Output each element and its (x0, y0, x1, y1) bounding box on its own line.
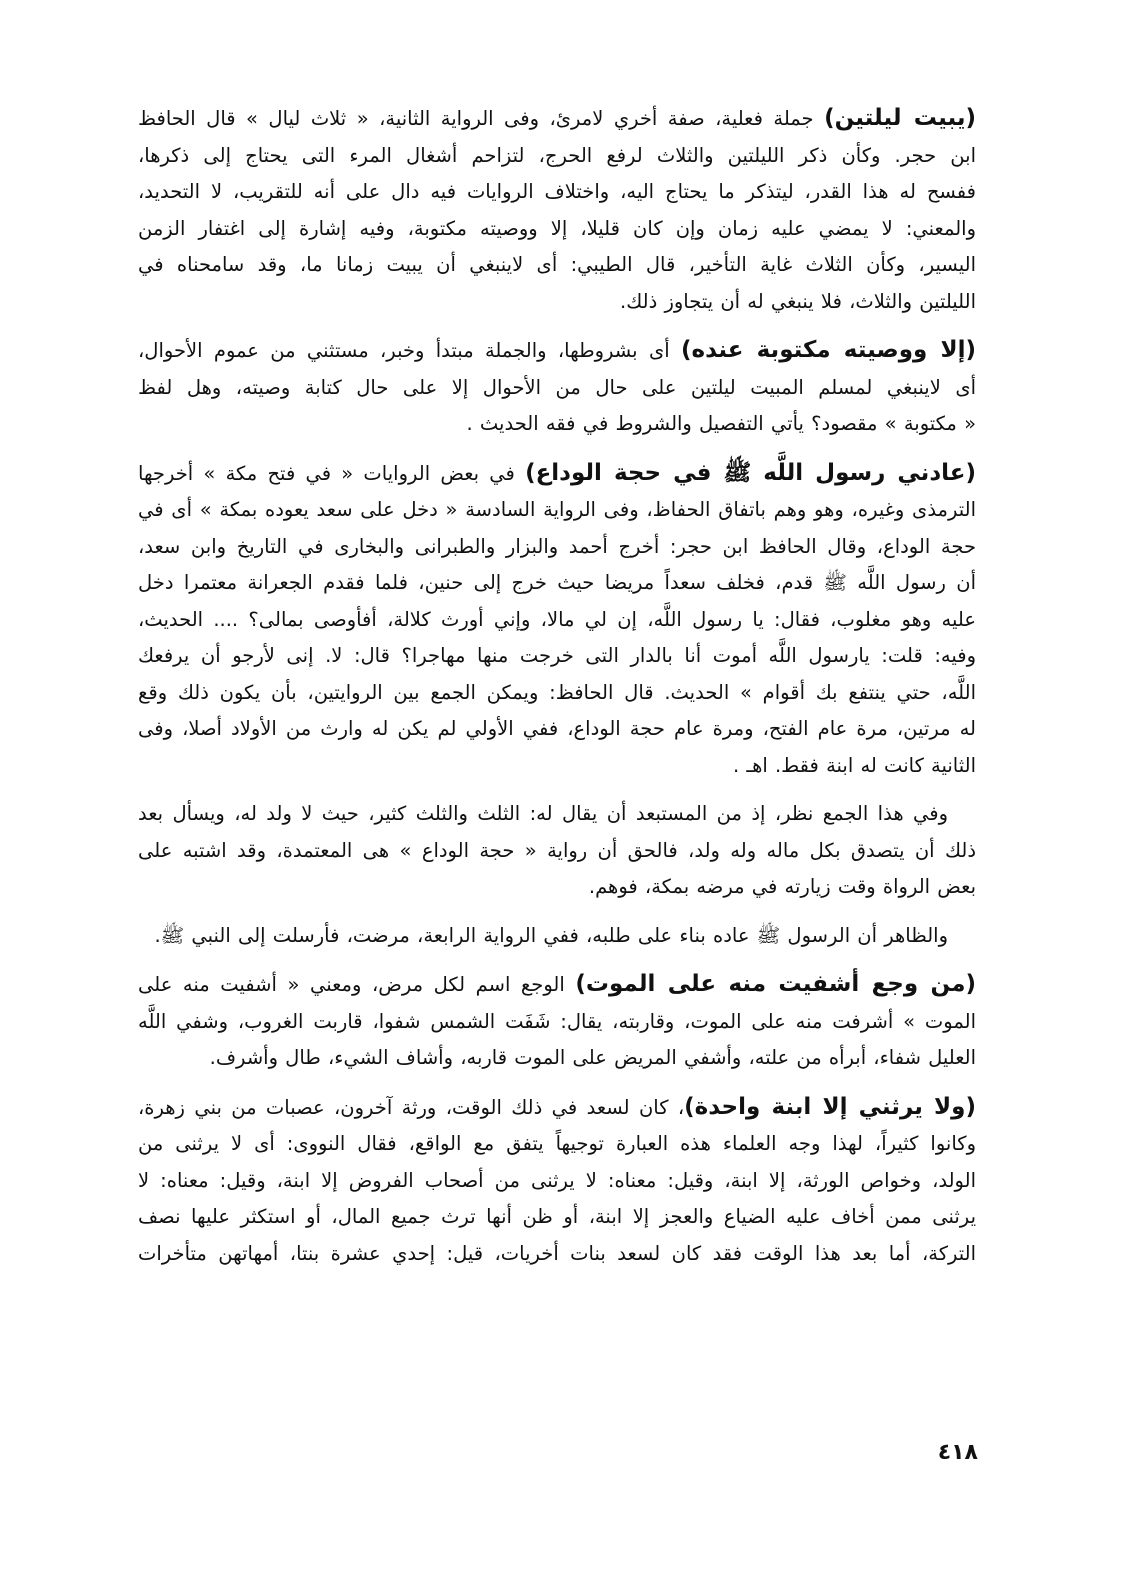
text-line: الترمذى وغيره، وهو وهم باتفاق الحفاظ، وفى الرواية السادسة « دخل على سعد يعوده بمكة » أى في (138, 498, 976, 521)
lemma-heading: (إلا ووصيته مكتوبة عنده) (680, 337, 976, 363)
text-line: والظاهر أن الرسول ﷺ عاده بناء على طلبه، ففي الرواية الرابعة، مرضت، فأرسلت إلى النبي ﷺ. (154, 923, 948, 947)
text-line: « مكتوبة » مقصود؟ يأتي التفصيل والشروط في فقه الحديث . (466, 412, 976, 435)
paragraph-adani-rasul-allah (138, 455, 976, 785)
text-line: ففسح له هذا القدر، ليتذكر ما يحتاج اليه، واختلاف الروايات فيه دال على أنه للتقريب، لا التحديد، (138, 180, 976, 203)
document-page (138, 100, 976, 1272)
paragraph-wa-fi-hadha-al-jam (138, 796, 976, 906)
text-line: الليلتين والثلاث، فلا ينبغي له أن يتجاوز ذلك. (620, 289, 976, 313)
text-line: حجة الوداع، وقال الحافظ ابن حجر: أخرج أحمد والبزار والطبرانى والبخارى في التاريخ وابن سعد، (138, 534, 976, 558)
text-line: وفي هذا الجمع نظر، إذ من المستبعد أن يقال له: الثلث والثلث كثير، حيث لا ولد له، ويسأل بعد (138, 802, 948, 825)
text-line: ابن حجر. وكأن ذكر الليلتين والثلاث لرفع الحرج، لتزاحم أشغال المرء التى يحتاج إلى ذكرها، (138, 143, 976, 167)
text-line: وفيه: قلت: يارسول اللَّه أموت أنا بالدار التى خرجت منها مهاجرا؟ قال: لا. إنى لأرجو أن يرفعك (138, 644, 976, 667)
text-line: اللَّه، حتي ينتفع بك أقوام » الحديث. قال الحافظ: ويمكن الجمع بين الروايتين، بأن يكون ذلك وقع (138, 680, 976, 704)
text-line: وكانوا كثيراً، لهذا وجه العلماء هذه العبارة توجيهاً يتفق مع الواقع، فقال النووى: أى لا يرثنى من (138, 1132, 976, 1155)
paragraph-min-waja (138, 966, 976, 1077)
lemma-heading: (من وجع أشفيت منه على الموت) (575, 971, 977, 997)
text-line: اليسير، وكأن الثلاث غاية التأخير، قال الطيبي: أى لاينبغي أن يبيت زمانا ما، وقد سامحناه في (138, 253, 976, 276)
text-line: أن رسول اللَّه ﷺ قدم، فخلف سعداً مريضا حيث خرج إلى حنين، فلما فقدم الجعرانة معتمرا دخل (138, 571, 976, 594)
text-line: الولد، وخواص الورثة، إلا ابنة، وقيل: معناه: لا يرثنى من أصحاب الفروض إلا ابنة، وقيل: معناه: لا (138, 1168, 976, 1192)
page-number: ٤١٨ (937, 1440, 978, 1465)
text-line: له مرتين، مرة عام الفتح، ومرة عام حجة الوداع، ففي الأولي لم يكن له وارث من الأولاد أصلا، وفى (138, 717, 976, 740)
text-line: ، كان لسعد في ذلك الوقت، ورثة آخرون، عصبات من بني زهرة، (138, 1095, 685, 1119)
text-line: والمعني: لا يمضي عليه زمان وإن كان قليلا، إلا ووصيته مكتوبة، وفيه إشارة إلى اغتفار الزمن (138, 216, 976, 240)
paragraph-wa-al-zahir (138, 918, 976, 955)
text-line: التركة، أما بعد هذا الوقت فقد كان لسعد بنات أخريات، قيل: إحدي عشرة بنتا، أمهاتهن متأخرات (138, 1241, 976, 1265)
lemma-heading: (ولا يرثني إلا ابنة واحدة) (684, 1093, 976, 1120)
text-line: عليه وهو مغلوب، فقال: يا رسول اللَّه، إن لي مالا، وإني أورث كلالة، أفأوصى بمالى؟ .... الحديث، (138, 607, 976, 631)
text-line: الوجع اسم لكل مرض، ومعني « أشفيت منه على (138, 973, 576, 996)
paragraph-wa-la-yarithuni (138, 1089, 976, 1273)
lemma-heading: (عادني رسول اللَّه ﷺ في حجة الوداع) (525, 459, 976, 486)
text-line: بعض الرواة وقت زيارته في مرضه بمكة، فوهم. (588, 875, 976, 898)
text-line: العليل شفاء، أبرأه من علته، وأشفي المريض على الموت قاربه، وأشاف الشيء، طال وأشرف. (209, 1046, 976, 1069)
text-line: الموت » أشرفت منه على الموت، وقاربته، يقال: شَفَت الشمس شفوا، قاربت الغروب، وشفي اللَّه (138, 1009, 976, 1033)
lemma-heading: (يبيت ليلتين) (824, 105, 976, 131)
text-line: أى لاينبغي لمسلم المبيت ليلتين على حال من الأحوال إلا على حال كتابة وصيته، وهل لفظ (138, 375, 976, 399)
paragraph-yabit-laylatayn (138, 100, 976, 320)
text-line: يرثنى ممن أخاف عليه الضياع والعجز إلا ابنة، أو ظن أنها ترث جميع المال، أو استكثر عليها نصف (138, 1205, 976, 1228)
text-line: الثانية كانت له ابنة فقط. اهـ . (732, 753, 976, 777)
text-line: ذلك أن يتصدق بكل ماله وله ولد، فالحق أن رواية « حجة الوداع » هى المعتمدة، وقد اشتبه على (138, 838, 976, 862)
text-line: أى بشروطها، والجملة مبتدأ وخبر، مستثني من عموم الأحوال، (138, 339, 681, 362)
text-line: جملة فعلية، صفة أخري لامرئ، وفى الرواية الثانية، « ثلاث ليال » قال الحافظ (138, 107, 825, 130)
paragraph-illa-wa-wasiyyatuhu (138, 332, 976, 443)
text-line: في بعض الروايات « في فتح مكة » أخرجها (138, 461, 526, 485)
